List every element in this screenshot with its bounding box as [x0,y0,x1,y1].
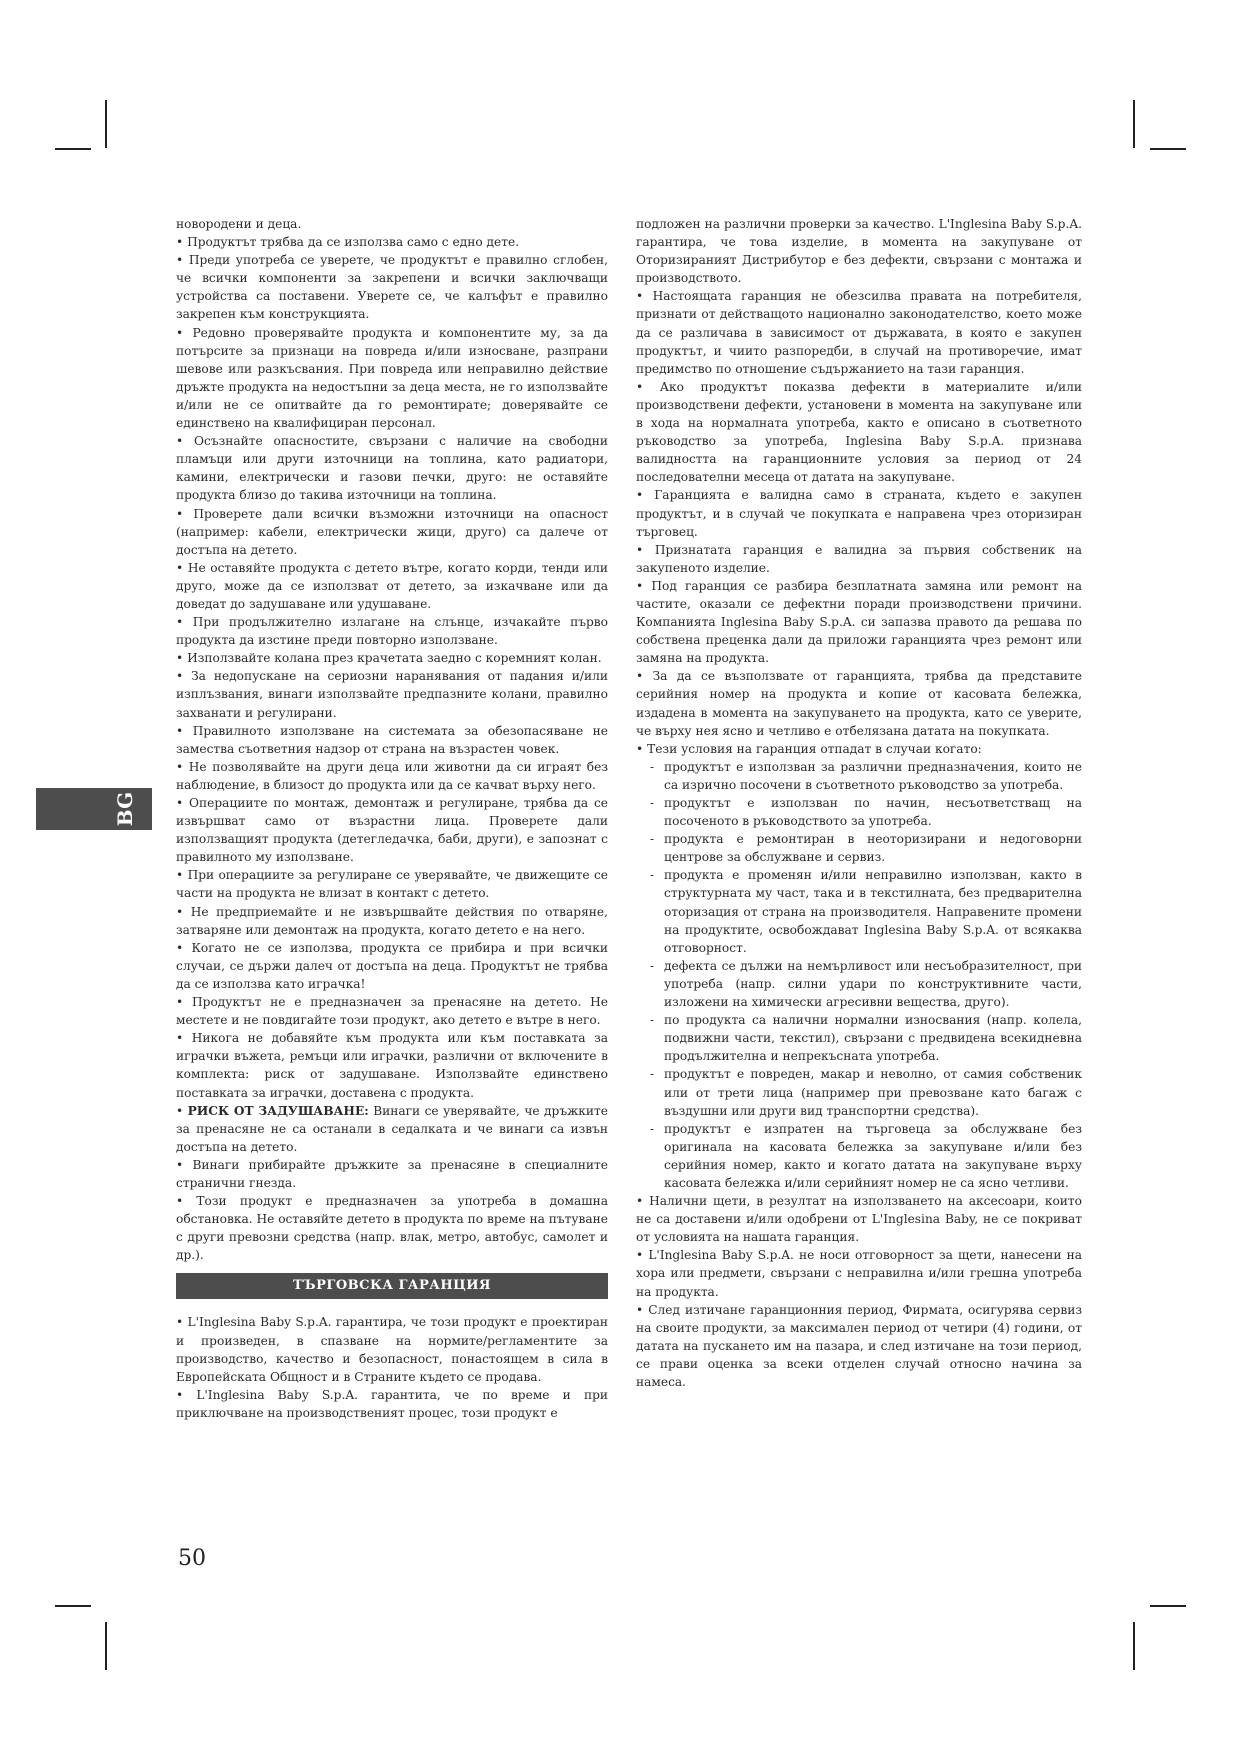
bullet-item: • Не предприемайте и не извършвайте действия по отваряне, затваряне или демонтаж на продукта, когато детето е на него. [176,903,608,939]
bullet-item: • Признатата гаранция е валидна за първия собственик на закупеното изделие. [636,541,1082,577]
bullet-item: • При операциите за регулиране се уверявайте, че движещите се части на продукта не влизат в контакт с детето. [176,866,608,902]
bullet-item: • Когато не се използва, продукта се прибира и при всички случаи, се държи далеч от достъпа на деца. Продуктът не трябва да се използва като играчка! [176,939,608,993]
bullet-item: • Не позволявайте на други деца или животни да си играят без наблюдение, в близост до продукта или да се качват върху него. [176,758,608,794]
exclusion-item: - дефекта се дължи на немърливост или несъобразителност, при употреба (напр. силни удари по конструктивните части, изложени на химически агресивни вещества, друго). [636,957,1082,1011]
bullet-item: • L'Inglesina Baby S.p.A. не носи отговорност за щети, нанесени на хора или предмети, свързани с неправилна и/или грешна употреба на продукта. [636,1246,1082,1300]
bullet-item: • Използвайте колана през крачетата заедно с коремният колан. [176,649,608,667]
bullet-item: • Никога не добавяйте към продукта или към поставката за играчки въжета, ремъци или играчки, различни от включените в комплекта: риск от задушаване. Използвайте единствено поставката за играчки, доставена с продукта. [176,1029,608,1101]
crop-mark [55,148,91,150]
bullet-item: • Операциите по монтаж, демонтаж и регулиране, трябва да се извършват само от възрастни лица. Проверете дали използващият продукта (детегледачка, баби, други), е запознат с правилното му използване. [176,794,608,866]
bullet-item: • Проверете дали всички възможни източници на опасност (например: кабели, електрически жици, друго) са далече от достъпа на детето. [176,505,608,559]
paragraph: новородени и деца. [176,217,302,231]
crop-mark [1150,148,1186,150]
bullet-item: • Ако продуктът показва дефекти в материалите и/или производствени дефекти, установени в момента на закупуване или в хода на нормалната употреба, както е описано в съответното ръководство за употреба, Inglesina Baby S.p.A. признава валидността на гаранционните условия за период от 24 последователни месеца от датата на закупуване. [636,378,1082,487]
bullet-item: • Гаранцията е валидна само в страната, където е закупен продуктът, и в случай че покупката е направена чрез оторизиран търговец. [636,486,1082,540]
bullet-item: • При продължително излагане на слънце, изчакайте първо продукта да изстине преди повторно използване. [176,613,608,649]
exclusion-item: - по продукта са налични нормални износвания (напр. колела, подвижни части, текстил), свързани с предвидена всекидневна продължителна и непрекъсната употреба. [636,1011,1082,1065]
bullet-item: • Тези условия на гаранция отпадат в случаи когато: [636,740,1082,758]
bullet-item: • Правилното използване на системата за обезопасяване не замества съответния надзор от страна на възрастен човек. [176,722,608,758]
left-column [176,215,608,1422]
bullet-item: • Продуктът трябва да се използва само с едно дете. [176,233,608,251]
right-column [636,215,1082,1391]
bullet-item: • Настоящата гаранция не обезсилва правата на потребителя, признати от действащото национално законодателство, което може да се различава в зависимост от държавата, в която е закупен продуктът, и чиито разпоредби, в случай на противоречие, имат предимство по отношение съдържанието на тази гаранция. [636,287,1082,377]
bullet-item: • Редовно проверявайте продукта и компонентите му, за да потърсите за признаци на повреда и/или износване, разпрани шевове или разкъсвания. При повреда или неправилно действие дръжте продукта на недостъпни за деца места, не го използвайте и/или не се опитвайте да го ремонтирате; доверявайте се единствено на квалифициран персонал. [176,324,608,433]
bullet-item: • След изтичане гаранционния период, Фирмата, осигурява сервиз на своите продукти, за максимален период от четири (4) години, от датата на пускането им на пазара, и след изтичане на този период, се прави оценка за всеки отделен случай относно начина за намеса. [636,1301,1082,1391]
exclusion-item: - продукта е ремонтиран в неоторизирани и недоговорни центрове за обслужване и сервиз. [636,830,1082,866]
bullet-item: • Винаги прибирайте дръжките за пренасяне в специалните странични гнезда. [176,1156,608,1192]
exclusion-item: - продукта е променян и/или неправилно използван, както в структурната му част, така и в текстилната, без предварителна оторизация от страна на производителя. Направените промени на продуктите, освобождават Inglesina Baby S.p.A. от всякаква отговорност. [636,866,1082,956]
choking-warning [176,1102,608,1156]
warranty-heading: ТЪРГОВСКА ГАРАНЦИЯ [176,1273,608,1299]
bullet-item: • Под гаранция се разбира безплатната замяна или ремонт на частите, оказали се дефектни поради производствени причини. Компанията Inglesina Baby S.p.A. си запазва правото да решава по собствена преценка дали да приложи гаранцията чрез ремонт или замяна на продукта. [636,577,1082,667]
crop-mark [105,100,107,148]
exclusion-item: - продуктът е изпратен на търговеца за обслужване без оригинала на касовата бележка за закупуване и/или без серийния номер, както и когато датата на закупуване върху касовата бележка и/или серийният номер не са ясно четливи. [636,1120,1082,1192]
crop-mark [1133,100,1135,148]
bullet-item: • Налични щети, в резултат на използването на аксесоари, които не са доставени и/или одобрени от L'Inglesina Baby, не се покриват от условията на нашата гаранция. [636,1192,1082,1246]
bullet-item: • Осъзнайте опасностите, свързани с наличие на свободни пламъци или други източници на топлина, като радиатори, камини, електрически и газови печки, друго: не оставяйте продукта близо до такива източници на топлина. [176,432,608,504]
crop-mark [1133,1622,1135,1670]
bullet-item: • За да се възползвате от гаранцията, трябва да представите серийния номер на продукта и копие от касовата бележка, издадена в момента на закупуването на продукта, като се уверите, че върху нея ясно и четливо е отбелязана датата на покупката. [636,667,1082,739]
bullet-item: • Преди употреба се уверете, че продуктът е правилно сглобен, че всички компоненти за закрепени и всички заключващи устройства са поставени. Уверете се, че калъфът е правилно закрепен към конструкцията. [176,251,608,323]
bullet-item: • За недопускане на сериозни наранявания от падания и/или изплъзвания, винаги използвайте предпазните колани, правилно захванати и регулирани. [176,667,608,721]
choking-warning-text: Винаги се уверявайте, че дръжките за пренасяне не са останали в седалката и че винаги са извън достъпа на детето. [176,1103,608,1154]
page-number: 50 [178,1546,206,1571]
exclusion-item: - продуктът е използван за различни предназначения, които не са изрично посочени в съответното ръководство за употреба. [636,758,1082,794]
choking-warning-label: РИСК ОТ ЗАДУШАВАНЕ: [187,1103,369,1118]
crop-mark [55,1605,91,1607]
crop-mark [105,1622,107,1670]
exclusion-item: - продуктът е използван по начин, несъответстващ на посоченото в ръководството за употреба. [636,794,1082,830]
paragraph: подложен на различни проверки за качество. L'Inglesina Baby S.p.A. гарантира, че това изделие, в момента на закупуване от Оторизираният Дистрибутор е без дефекти, свързани с монтажа и производството. [636,217,1082,286]
language-tab [36,788,152,830]
bullet-item: • L'Inglesina Baby S.p.A. гарантита, че по време и при приключване на производственият процес, този продукт е [176,1386,608,1422]
bullet-item: • Не оставяйте продукта с детето вътре, когато корди, тенди или друго, може да се използват от детето, за изкачване или да доведат до задушаване или удушаване. [176,559,608,613]
bullet-item: • L'Inglesina Baby S.p.A. гарантира, че този продукт е проектиран и произведен, в спазване на нормите/регламентите за производство, качество и безопасност, понастоящем в сила в Европейската Общност и в Страните където се продава. [176,1313,608,1385]
bullet-item: • Продуктът не е предназначен за пренасяне на детето. Не местете и не повдигайте този продукт, ако детето е вътре в него. [176,993,608,1029]
crop-mark [1150,1605,1186,1607]
exclusion-item: - продуктът е повреден, макар и неволно, от самия собственик или от трети лица (например при превозване като багаж с въздушни или други вид транспортни средства). [636,1065,1082,1119]
bullet-item: • Този продукт е предназначен за употреба в домашна обстановка. Не оставяйте детето в продукта по време на пътуване с други превозни средства (напр. влак, метро, автобус, самолет и др.). [176,1192,608,1264]
language-tab-label: BG [113,791,137,827]
